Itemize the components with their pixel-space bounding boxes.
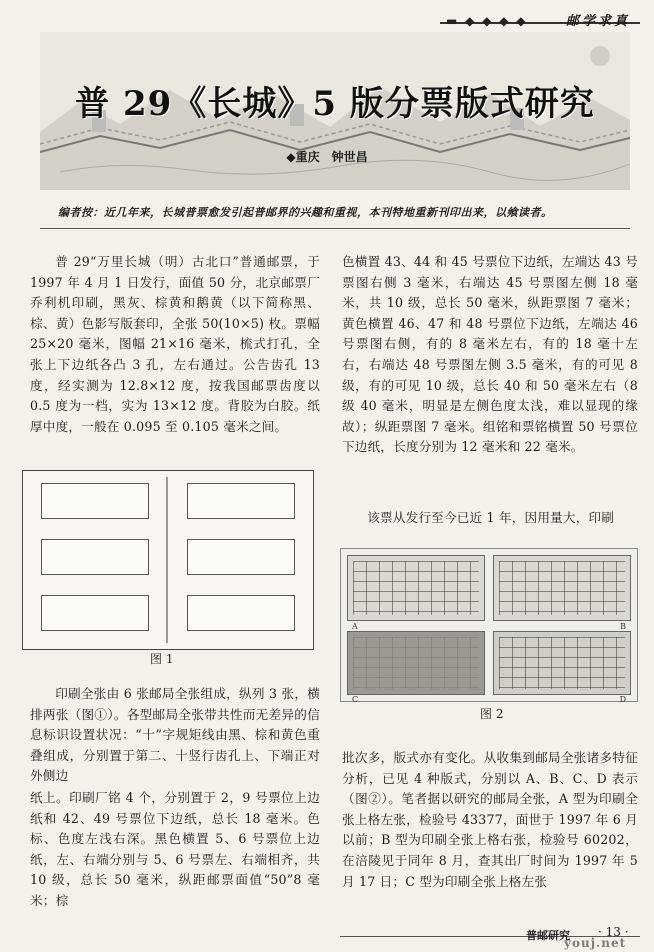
post-office-sheet	[41, 483, 149, 519]
sheet-label-b: B	[620, 622, 626, 631]
column-name: 邮学求真	[566, 14, 631, 29]
post-office-sheet	[187, 595, 295, 631]
sheet-type-d	[493, 631, 631, 704]
header-decor: ▬ ◆ ◆ ◆ ◆	[446, 14, 528, 28]
paragraph-3: 纸上。印刷厂铭 4 个，分别置于 2，9 号票位上边纸和 42、49 号票位下边纸，总长 18 毫米。色标、色度左浅右深。黑色横置 5、6 号票位上边纸，左、右端分别与 5、6 号票左、右端相齐，共 10 级，总长 50 毫米，纵距邮票面值“50”8 毫米；棕	[30, 790, 320, 908]
site-watermark: youj.net	[564, 936, 627, 950]
figure-1-caption: 图 1	[150, 652, 174, 666]
sheet-type-a	[347, 555, 485, 631]
author-line	[0, 148, 654, 165]
magazine-name: 普邮研究	[526, 929, 570, 942]
page-number: · 13 ·	[598, 925, 629, 939]
post-office-sheet	[187, 483, 295, 519]
author-city: 重庆	[295, 150, 320, 164]
article-title: 普 29《长城》5 版分票版式研究	[75, 84, 595, 124]
figure-1-sheet-layout	[22, 470, 314, 650]
author-name: 钟世昌	[331, 150, 368, 164]
sheet-type-b	[493, 555, 631, 631]
paragraph-2: 印刷全张由 6 张邮局全张组成，纵列 3 张，横排两张（图①）。各型邮局全张带共性而无差异的信息标识设置状况：“十”字规矩线由黑、棕和黄色重叠组成，分别置于第二、十竖行齿孔上、下端正对外侧边	[30, 686, 320, 784]
paragraph-1: 普 29“万里长城（明）古北口”普通邮票，于 1997 年 4 月 1 日发行，面值 50 分，北京邮票厂乔利机印刷，黑灰、棕黄和鹅黄（以下简称黑、棕、黄）色影写版套印，全张 50(10×5) 枚。票幅 25×20 毫米，图幅 21×16 毫米，梳式打孔，全张上下边纸各凸 3 孔，左右通过。公告齿孔 13 度，经实测为 12.8×12 度，按我国邮票齿度以 0.5 度为一档，实为 13×12 度。背胶为白胶。纸厚中度，一般在 0.095 至 0.105 毫米之间。	[30, 254, 320, 434]
post-office-sheet	[41, 539, 149, 575]
gutter-line	[166, 477, 168, 643]
paragraph-4: 色横置 43、44 和 45 号票位下边纸，左端达 43 号票图右侧 3 毫米，右端达 45 号票图左侧 18 毫米，共 10 级，总长 50 毫米，纵距票图 7 毫米；黄色横置 46、47 和 48 号票位下边纸，左端达 46 号票图右侧，有的 8 毫米左右，有的 18 毫十左右，右端达 48 号票图左侧 3.5 毫米，有的可见 8 级，有的可见 10 级，总长 40 和 50 毫米左右（8 级 40 毫米，明显是左侧色度太浅，难以显现的缘故）；纵距票图 7 毫米。组铭和票铭横置 50 号票位下边纸，长度分别为 12 毫米和 22 毫米。	[342, 254, 638, 455]
divider	[40, 228, 630, 229]
sheet-type-c	[347, 631, 485, 704]
figure-2-sheet-types	[340, 548, 638, 702]
figure-2-caption: 图 2	[480, 707, 504, 721]
sheet-label-c: C	[352, 695, 359, 704]
post-office-sheet	[41, 595, 149, 631]
editor-note: 编者按：近几年来，长城普票愈发引起普邮界的兴趣和重视，本刊特地重新刊印出来，以飨读者。	[58, 206, 553, 219]
author-marker: ◆	[286, 150, 296, 164]
sheet-label-a: A	[352, 622, 358, 631]
post-office-sheet	[187, 539, 295, 575]
sheet-label-d: D	[619, 695, 626, 704]
paragraph-6: 批次多，版式亦有变化。从收集到邮局全张诸多特征分析，已见 4 种版式，分别以 A、B、C、D 表示（图②）。笔者据以研究的邮局全张，A 型为印刷全张上格左张，检验号 43377，面世于 1997 年 6 月以前；B 型为印刷全张上格右张，检验号 60202，在涪陵见于同年 8 月，查其出厂时间为 1997 年 5 月 17 日；C 型为印刷全张上格左张	[342, 750, 638, 889]
paragraph-5: 该票从发行至今已近 1 年，因用量大，印刷	[367, 510, 615, 525]
